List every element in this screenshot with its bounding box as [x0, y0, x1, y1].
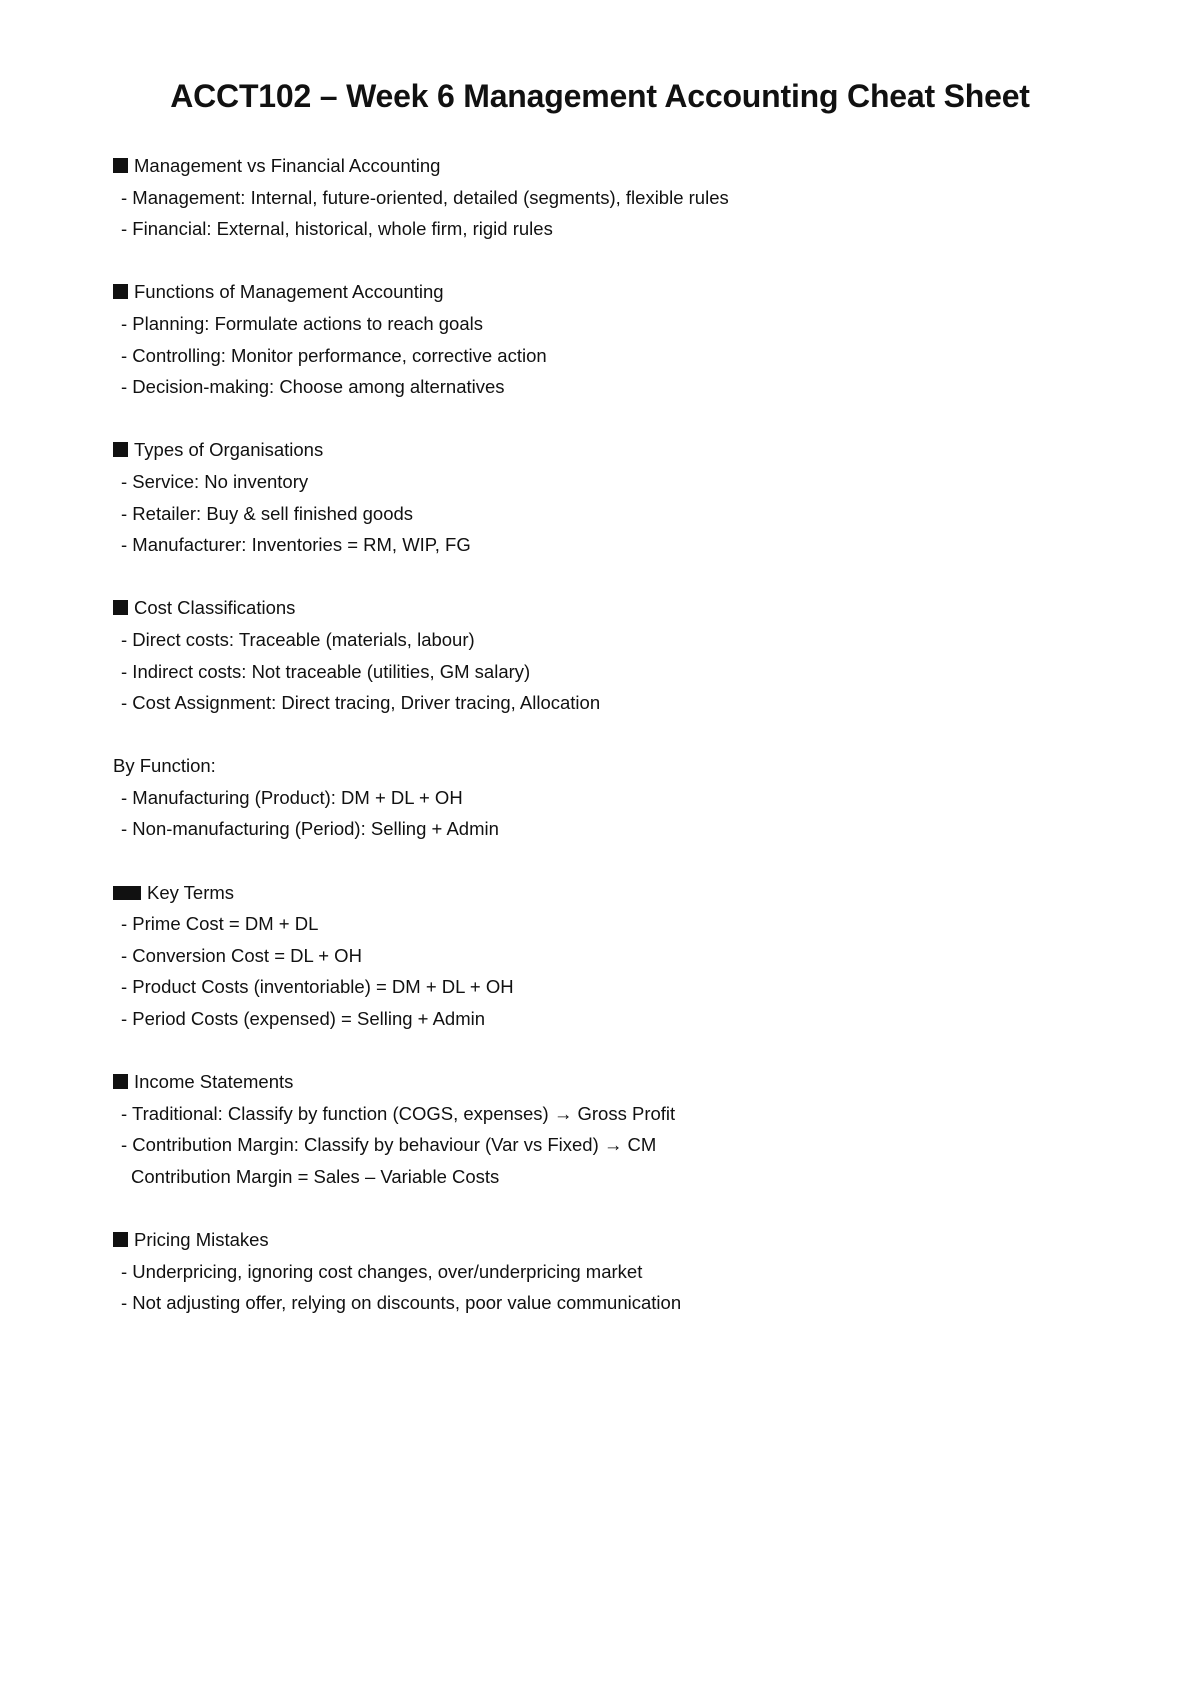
- bullet-icon: [113, 284, 128, 299]
- list-item: - Conversion Cost = DL + OH: [121, 944, 362, 966]
- section-heading: [113, 434, 1113, 466]
- list-item: - Contribution Margin: Classify by behaviour (Var vs Fixed) → CM: [121, 1134, 657, 1156]
- list-item: - Period Costs (expensed) = Selling + Admin: [121, 1008, 486, 1030]
- list-item: - Underpricing, ignoring cost changes, over/underpricing market: [121, 1260, 643, 1282]
- bullet-icon: [113, 158, 128, 173]
- list-item: - Decision-making: Choose among alternatives: [121, 376, 505, 398]
- list-item: - Controlling: Monitor performance, corrective action: [121, 344, 547, 366]
- list-item: - Manufacturing (Product): DM + DL + OH: [121, 786, 463, 808]
- list-item: - Financial: External, historical, whole firm, rigid rules: [121, 218, 553, 240]
- bullet-icon: [113, 1232, 128, 1247]
- bullet-icon: [113, 442, 128, 457]
- list-item: - Planning: Formulate actions to reach goals: [121, 312, 483, 334]
- section-heading: [113, 1066, 1113, 1098]
- list-item: - Traditional: Classify by function (COGS, expenses) → Gross Profit: [121, 1102, 676, 1124]
- list-item: - Cost Assignment: Direct tracing, Driver tracing, Allocation: [121, 692, 601, 714]
- list-item: - Management: Internal, future-oriented, detailed (segments), flexible rules: [121, 186, 729, 208]
- bullet-icon: [113, 600, 128, 615]
- list-item: - Prime Cost = DM + DL: [121, 913, 319, 935]
- list-item: - Retailer: Buy & sell finished goods: [121, 502, 414, 524]
- section-heading: [113, 150, 1113, 182]
- list-item: - Non-manufacturing (Period): Selling + Admin: [121, 818, 499, 840]
- list-item: - Direct costs: Traceable (materials, labour): [121, 628, 475, 650]
- section-heading-text: Income Statements: [134, 1071, 294, 1093]
- section-heading-text: Types of Organisations: [134, 439, 324, 461]
- list-item: - Product Costs (inventoriable) = DM + DL + OH: [121, 976, 514, 998]
- section-heading-text: Functions of Management Accounting: [134, 281, 444, 303]
- subsection-heading: By Function:: [113, 755, 216, 777]
- section-heading-text: Cost Classifications: [134, 597, 296, 619]
- list-item: - Indirect costs: Not traceable (utilities, GM salary): [121, 660, 531, 682]
- list-item: - Service: No inventory: [121, 470, 309, 492]
- section-heading-text: Management vs Financial Accounting: [134, 155, 441, 176]
- bullet-icon: [113, 886, 141, 900]
- list-item: - Manufacturer: Inventories = RM, WIP, FG: [121, 534, 471, 556]
- section-heading: [113, 276, 1113, 308]
- list-item-continuation: Contribution Margin = Sales – Variable Costs: [131, 1166, 500, 1187]
- section-heading-text: Key Terms: [147, 881, 235, 903]
- bullet-icon: [113, 1074, 128, 1089]
- list-item: - Not adjusting offer, relying on discounts, poor value communication: [121, 1292, 682, 1314]
- section-heading-text: Pricing Mistakes: [134, 1229, 269, 1251]
- page-title: ACCT102 – Week 6 Management Accounting Cheat Sheet: [170, 78, 1030, 114]
- section-heading: [113, 1224, 1113, 1256]
- section-heading: [113, 877, 1113, 909]
- cheat-sheet-content: [113, 150, 1113, 1319]
- section-heading: [113, 592, 1113, 624]
